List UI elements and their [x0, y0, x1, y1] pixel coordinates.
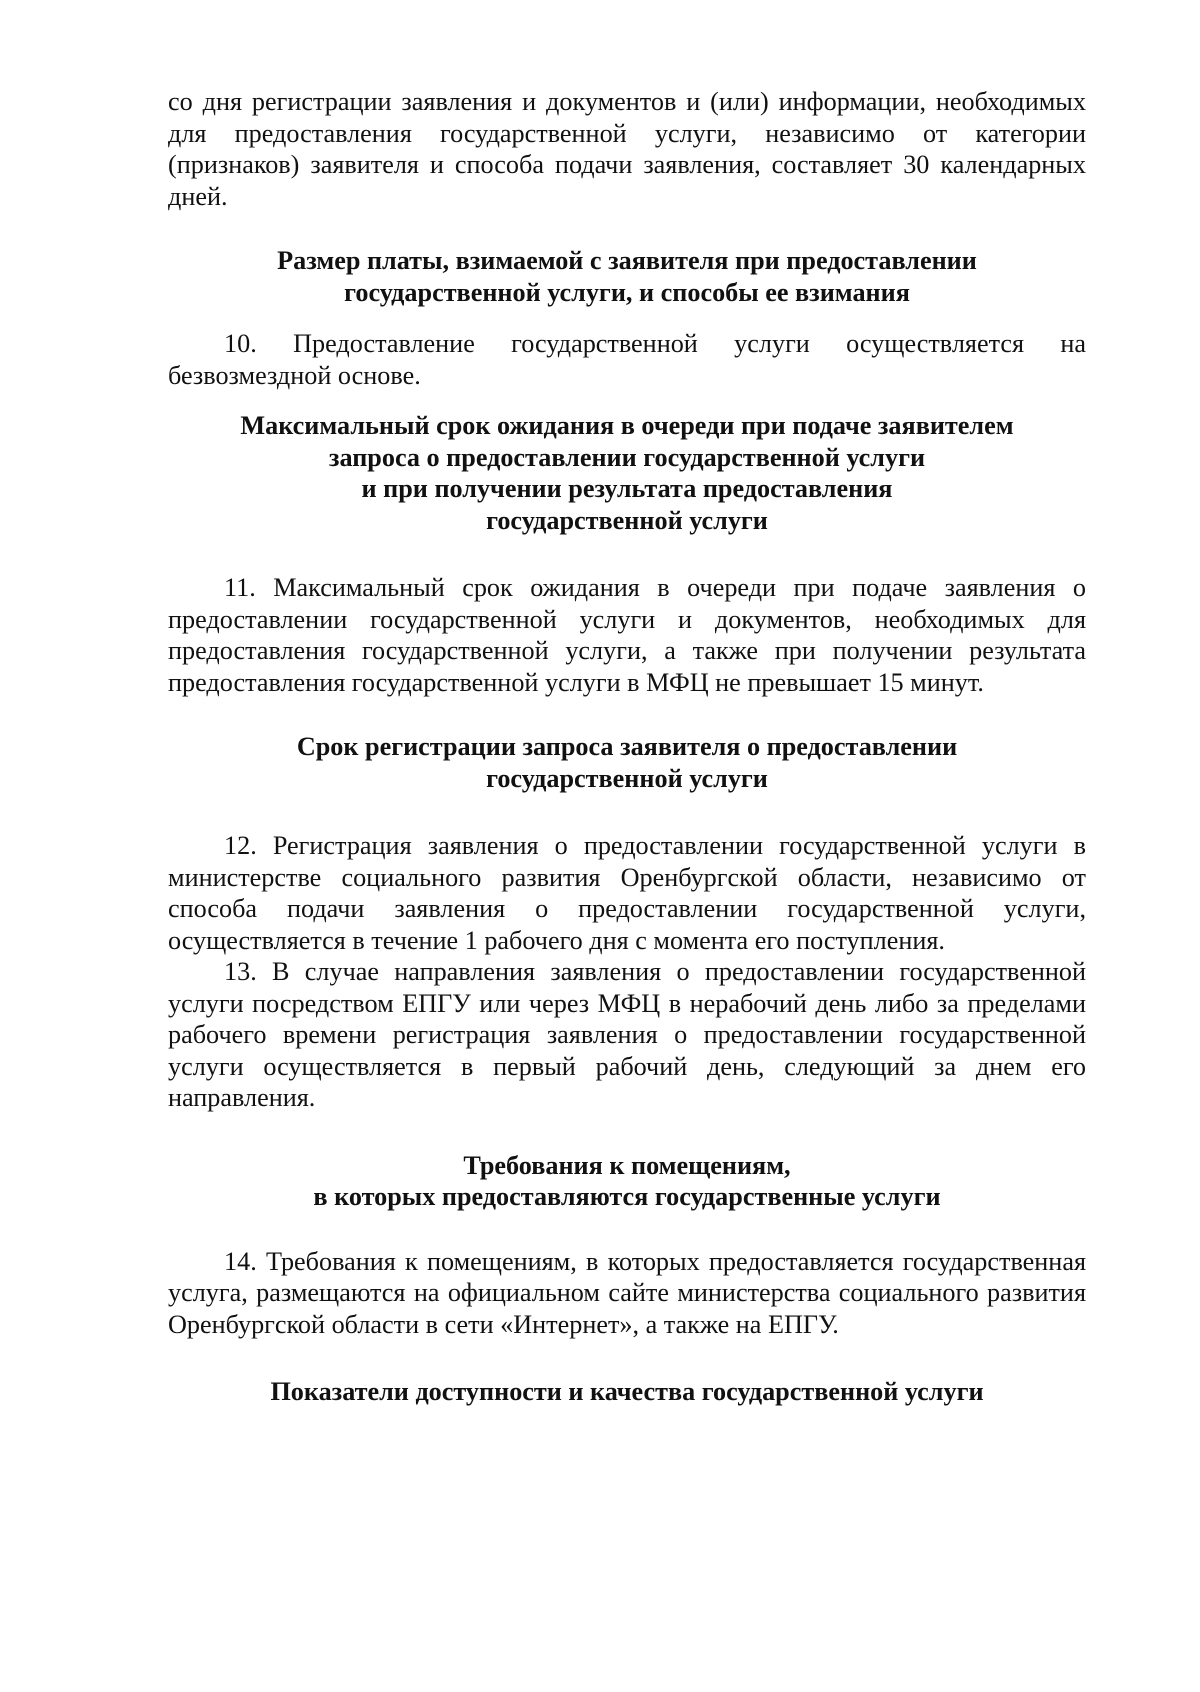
section-heading-premises	[168, 1150, 1086, 1213]
heading-line: Показатели доступности и качества государственной услуги	[270, 1377, 984, 1406]
heading-line: Размер платы, взимаемой с заявителя при предоставлении	[277, 246, 977, 275]
heading-line: государственной услуги, и способы ее взимания	[344, 277, 910, 307]
section-heading-fee	[168, 245, 1086, 308]
heading-line: государственной услуги	[486, 505, 768, 535]
heading-line: в которых предоставляются государственные услуги	[313, 1182, 941, 1211]
heading-line: запроса о предоставлении государственной услуги	[328, 442, 926, 472]
paragraph-12: 12. Регистрация заявления о предоставлении государственной услуги в министерстве социального развития Оренбургской области, независимо от способа подачи заявления о предоставлении государственной услуги, осуществляется в течение 1 рабочего дня с момента его поступления.	[168, 831, 1086, 955]
section-heading-indicators	[168, 1376, 1086, 1408]
heading-line: и при получении результата предоставления	[361, 474, 893, 503]
heading-line: Срок регистрации запроса заявителя о предоставлении	[296, 732, 958, 761]
paragraph-continuation: со дня регистрации заявления и документов и (или) информации, необходимых для предоставления государственной услуги, независимо от категории (признаков) заявителя и способа подачи заявления, составляет 30 календарных дней.	[168, 87, 1086, 211]
paragraph-14: 14. Требования к помещениям, в которых предоставляется государственная услуга, размещаются на официальном сайте министерства социального развития Оренбургской области в сети «Интернет», а также на ЕПГУ.	[168, 1246, 1086, 1339]
section-heading-registration	[168, 731, 1086, 794]
document-page	[168, 86, 1086, 1408]
paragraph-10: 10. Предоставление государственной услуги осуществляется на безвозмездной основе.	[168, 329, 1086, 390]
heading-line: Максимальный срок ожидания в очереди при подаче заявителем	[240, 411, 1014, 440]
heading-line: Требования к помещениям,	[463, 1150, 791, 1180]
paragraph-13: 13. В случае направления заявления о предоставлении государственной услуги посредством ЕПГУ или через МФЦ в нерабочий день либо за пределами рабочего времени регистрация заявления о предоставлении государственной услуги осуществляется в первый рабочий день, следующий за днем его направления.	[168, 957, 1086, 1112]
heading-line: государственной услуги	[486, 763, 768, 793]
section-heading-queue	[168, 410, 1086, 536]
paragraph-11: 11. Максимальный срок ожидания в очереди при подаче заявления о предоставлении государственной услуги и документов, необходимых для предоставления государственной услуги, а также при получении результата предоставления государственной услуги в МФЦ не превышает 15 минут.	[168, 573, 1086, 697]
